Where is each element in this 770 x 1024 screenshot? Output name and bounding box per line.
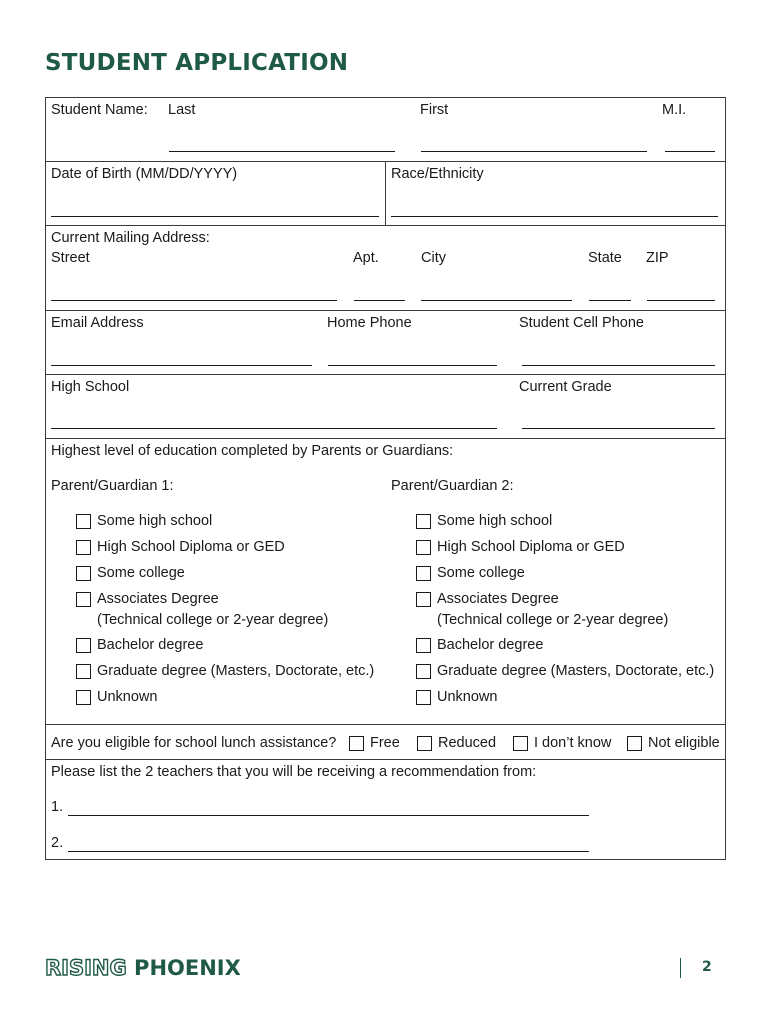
student-name-row [46, 98, 725, 162]
email-label: Email Address [51, 315, 144, 331]
option-label: Free [370, 735, 400, 751]
middle-initial-label: M.I. [662, 102, 687, 118]
logo-word-phoenix: PHOENIX [134, 956, 241, 980]
email-field[interactable] [51, 365, 312, 366]
checkbox[interactable] [627, 736, 642, 751]
option-label: Reduced [438, 735, 497, 751]
lunch-option-not-eligible[interactable] [627, 735, 720, 754]
option-label [437, 589, 668, 631]
checkbox[interactable] [416, 664, 431, 679]
last-name-label: Last [168, 102, 196, 118]
home-phone-field[interactable] [328, 365, 497, 366]
guardian2-option-diploma-ged[interactable] [416, 539, 625, 558]
option-title: Associates Degree [97, 591, 219, 607]
guardian2-option-unknown[interactable] [416, 689, 497, 708]
education-row [46, 439, 725, 725]
street-label: Street [51, 250, 90, 266]
high-school-field[interactable] [51, 428, 497, 429]
street-field[interactable] [51, 300, 337, 301]
checkbox[interactable] [417, 736, 432, 751]
option-title: Associates Degree [437, 591, 559, 607]
first-name-field[interactable] [421, 151, 647, 152]
current-grade-field[interactable] [522, 428, 715, 429]
option-subtitle: (Technical college or 2-year degree) [97, 612, 329, 628]
teacher-1-field[interactable] [68, 815, 589, 816]
teacher-2-field[interactable] [68, 851, 589, 852]
option-label: Unknown [437, 689, 498, 705]
checkbox[interactable] [416, 690, 431, 705]
race-label: Race/Ethnicity [391, 166, 484, 182]
checkbox[interactable] [76, 566, 91, 581]
guardian2-option-graduate[interactable] [416, 663, 714, 682]
lunch-option-reduced[interactable] [417, 735, 496, 754]
state-field[interactable] [589, 300, 631, 301]
guardian1-option-associates[interactable] [76, 591, 328, 631]
lunch-question: Are you eligible for school lunch assistance? [51, 735, 337, 751]
state-label: State [588, 250, 622, 266]
option-label: Some college [97, 565, 185, 581]
apt-field[interactable] [354, 300, 405, 301]
guardian2-option-associates[interactable] [416, 591, 668, 631]
guardian1-option-some-high-school[interactable] [76, 513, 212, 532]
checkbox[interactable] [349, 736, 364, 751]
home-phone-label: Home Phone [327, 315, 412, 331]
checkbox[interactable] [416, 514, 431, 529]
page-number-divider [680, 958, 681, 978]
city-field[interactable] [421, 300, 572, 301]
checkbox[interactable] [513, 736, 528, 751]
school-row [46, 375, 725, 439]
teacher-1-number: 1. [51, 799, 64, 815]
guardian1-option-diploma-ged[interactable] [76, 539, 285, 558]
checkbox[interactable] [76, 664, 91, 679]
student-name-label: Student Name: [51, 102, 148, 118]
rising-phoenix-logo [45, 956, 241, 980]
option-label: Not eligible [648, 735, 720, 751]
guardian1-label: Parent/Guardian 1: [51, 478, 174, 494]
guardian1-option-unknown[interactable] [76, 689, 157, 708]
option-label: I don’t know [534, 735, 612, 751]
last-name-field[interactable] [169, 151, 395, 152]
teachers-row [46, 760, 725, 859]
middle-initial-field[interactable] [665, 151, 715, 152]
checkbox[interactable] [416, 592, 431, 607]
cell-phone-field[interactable] [522, 365, 715, 366]
guardian2-option-some-college[interactable] [416, 565, 525, 584]
checkbox[interactable] [76, 592, 91, 607]
cell-phone-label: Student Cell Phone [519, 315, 644, 331]
teachers-heading: Please list the 2 teachers that you will be receiving a recommendation from: [51, 764, 537, 780]
option-subtitle: (Technical college or 2-year degree) [437, 612, 669, 628]
page-number: 2 [702, 959, 712, 975]
guardian2-option-some-high-school[interactable] [416, 513, 552, 532]
option-label: Bachelor degree [437, 637, 544, 653]
row-divider [385, 162, 386, 225]
page-title: STUDENT APPLICATION [45, 50, 349, 76]
zip-field[interactable] [647, 300, 715, 301]
dob-label: Date of Birth (MM/DD/YYYY) [51, 166, 238, 182]
checkbox[interactable] [76, 690, 91, 705]
guardian1-option-bachelor[interactable] [76, 637, 203, 656]
lunch-option-dont-know[interactable] [513, 735, 611, 754]
checkbox[interactable] [76, 514, 91, 529]
race-field[interactable] [391, 216, 718, 217]
checkbox[interactable] [416, 638, 431, 653]
option-label: Unknown [97, 689, 158, 705]
checkbox[interactable] [76, 638, 91, 653]
option-label: Some high school [97, 513, 213, 529]
option-label: Some college [437, 565, 525, 581]
dob-race-row [46, 162, 725, 226]
option-label [97, 589, 328, 631]
first-name-label: First [420, 102, 449, 118]
lunch-option-free[interactable] [349, 735, 400, 754]
checkbox[interactable] [416, 540, 431, 555]
address-row [46, 226, 725, 311]
lunch-row [46, 725, 725, 760]
city-label: City [421, 250, 446, 266]
checkbox[interactable] [416, 566, 431, 581]
option-label: High School Diploma or GED [437, 539, 625, 555]
guardian2-label: Parent/Guardian 2: [391, 478, 514, 494]
option-label: Some high school [437, 513, 553, 529]
application-form [45, 97, 726, 860]
option-label: Graduate degree (Masters, Doctorate, etc.) [437, 663, 715, 679]
apt-label: Apt. [353, 250, 379, 266]
option-label: High School Diploma or GED [97, 539, 285, 555]
address-heading: Current Mailing Address: [51, 230, 210, 246]
option-label: Graduate degree (Masters, Doctorate, etc.) [97, 663, 375, 679]
high-school-label: High School [51, 379, 130, 395]
teacher-2-number: 2. [51, 835, 64, 851]
dob-field[interactable] [51, 216, 379, 217]
guardian1-option-some-college[interactable] [76, 565, 185, 584]
guardian2-option-bachelor[interactable] [416, 637, 543, 656]
logo-word-rising: RISING [45, 956, 127, 980]
zip-label: ZIP [646, 250, 669, 266]
current-grade-label: Current Grade [519, 379, 612, 395]
education-heading: Highest level of education completed by Parents or Guardians: [51, 443, 454, 459]
guardian1-option-graduate[interactable] [76, 663, 374, 682]
contact-row [46, 311, 725, 375]
checkbox[interactable] [76, 540, 91, 555]
option-label: Bachelor degree [97, 637, 204, 653]
